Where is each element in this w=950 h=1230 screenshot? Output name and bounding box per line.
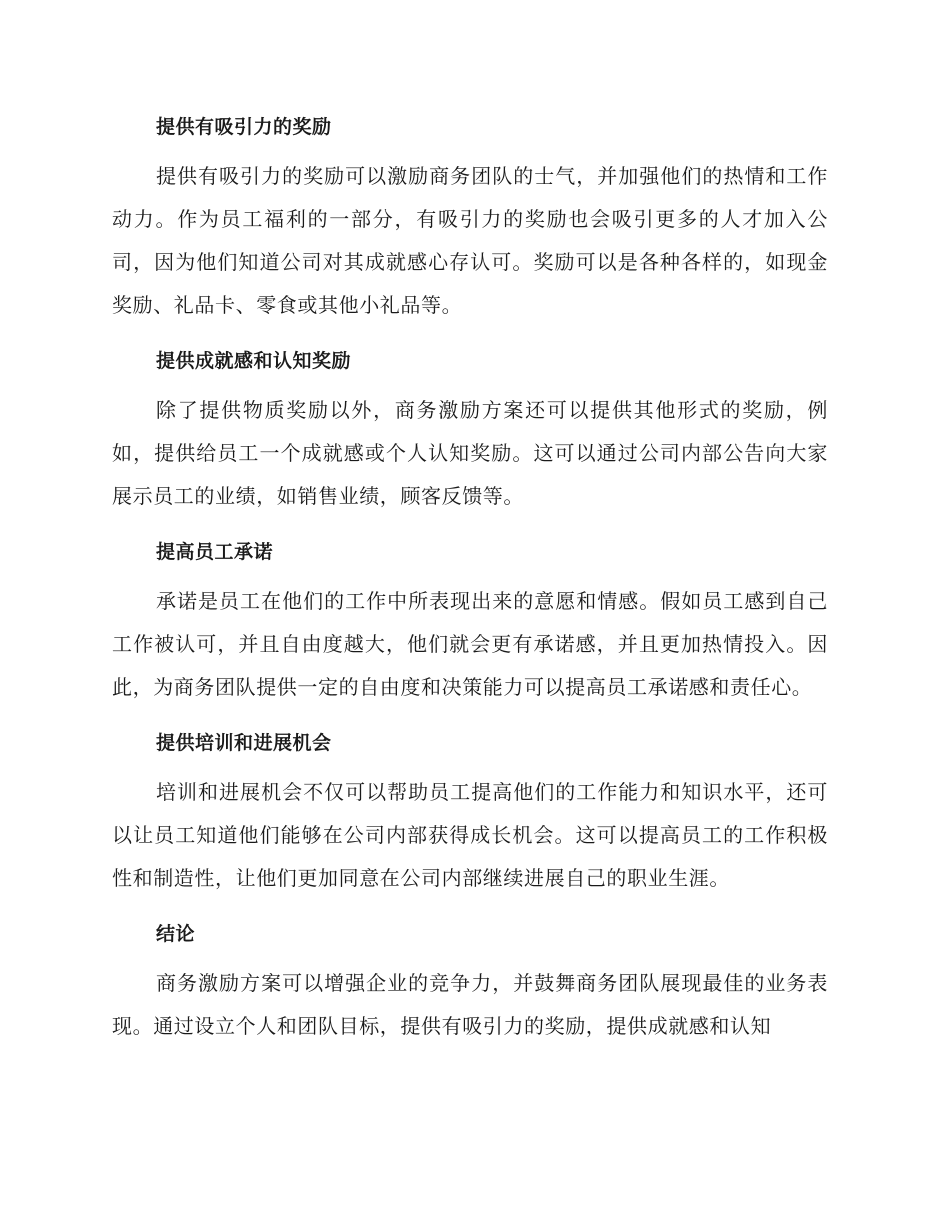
section-heading: 提供培训和进展机会 bbox=[156, 732, 332, 754]
section-paragraph: 培训和进展机会不仅可以帮助员工提高他们的工作能力和知识水平，还可以让员工知道他们能够在公司内部获得成长机会。这可以提高员工的工作积极性和制造性，让他们更加同意在公司内部继续进展自己的职业生涯。 bbox=[112, 780, 828, 890]
section-paragraph: 除了提供物质奖励以外，商务激励方案还可以提供其他形式的奖励，例如，提供给员工一个成就感或个人认知奖励。这可以通过公司内部公告向大家展示员工的业绩，如销售业绩，顾客反馈等。 bbox=[112, 398, 828, 508]
section-heading: 结论 bbox=[156, 923, 196, 945]
section-heading: 提供成就感和认知奖励 bbox=[156, 350, 352, 372]
section-heading: 提供有吸引力的奖励 bbox=[156, 116, 332, 138]
section-heading: 提高员工承诺 bbox=[156, 541, 274, 563]
section-paragraph: 承诺是员工在他们的工作中所表现出来的意愿和情感。假如员工感到自己工作被认可，并且自由度越大，他们就会更有承诺感，并且更加热情投入。因此，为商务团队提供一定的自由度和决策能力可以提高员工承诺感和责任心。 bbox=[112, 589, 828, 699]
section-paragraph: 提供有吸引力的奖励可以激励商务团队的士气，并加强他们的热情和工作动力。作为员工福利的一部分，有吸引力的奖励也会吸引更多的人才加入公司，因为他们知道公司对其成就感心存认可。奖励可以是各种各样的，如现金奖励、礼品卡、零食或其他小礼品等。 bbox=[112, 164, 828, 317]
document-content bbox=[112, 105, 828, 1054]
section-paragraph: 商务激励方案可以增强企业的竞争力，并鼓舞商务团队展现最佳的业务表现。通过设立个人和团队目标，提供有吸引力的奖励，提供成就感和认知 bbox=[112, 971, 828, 1038]
